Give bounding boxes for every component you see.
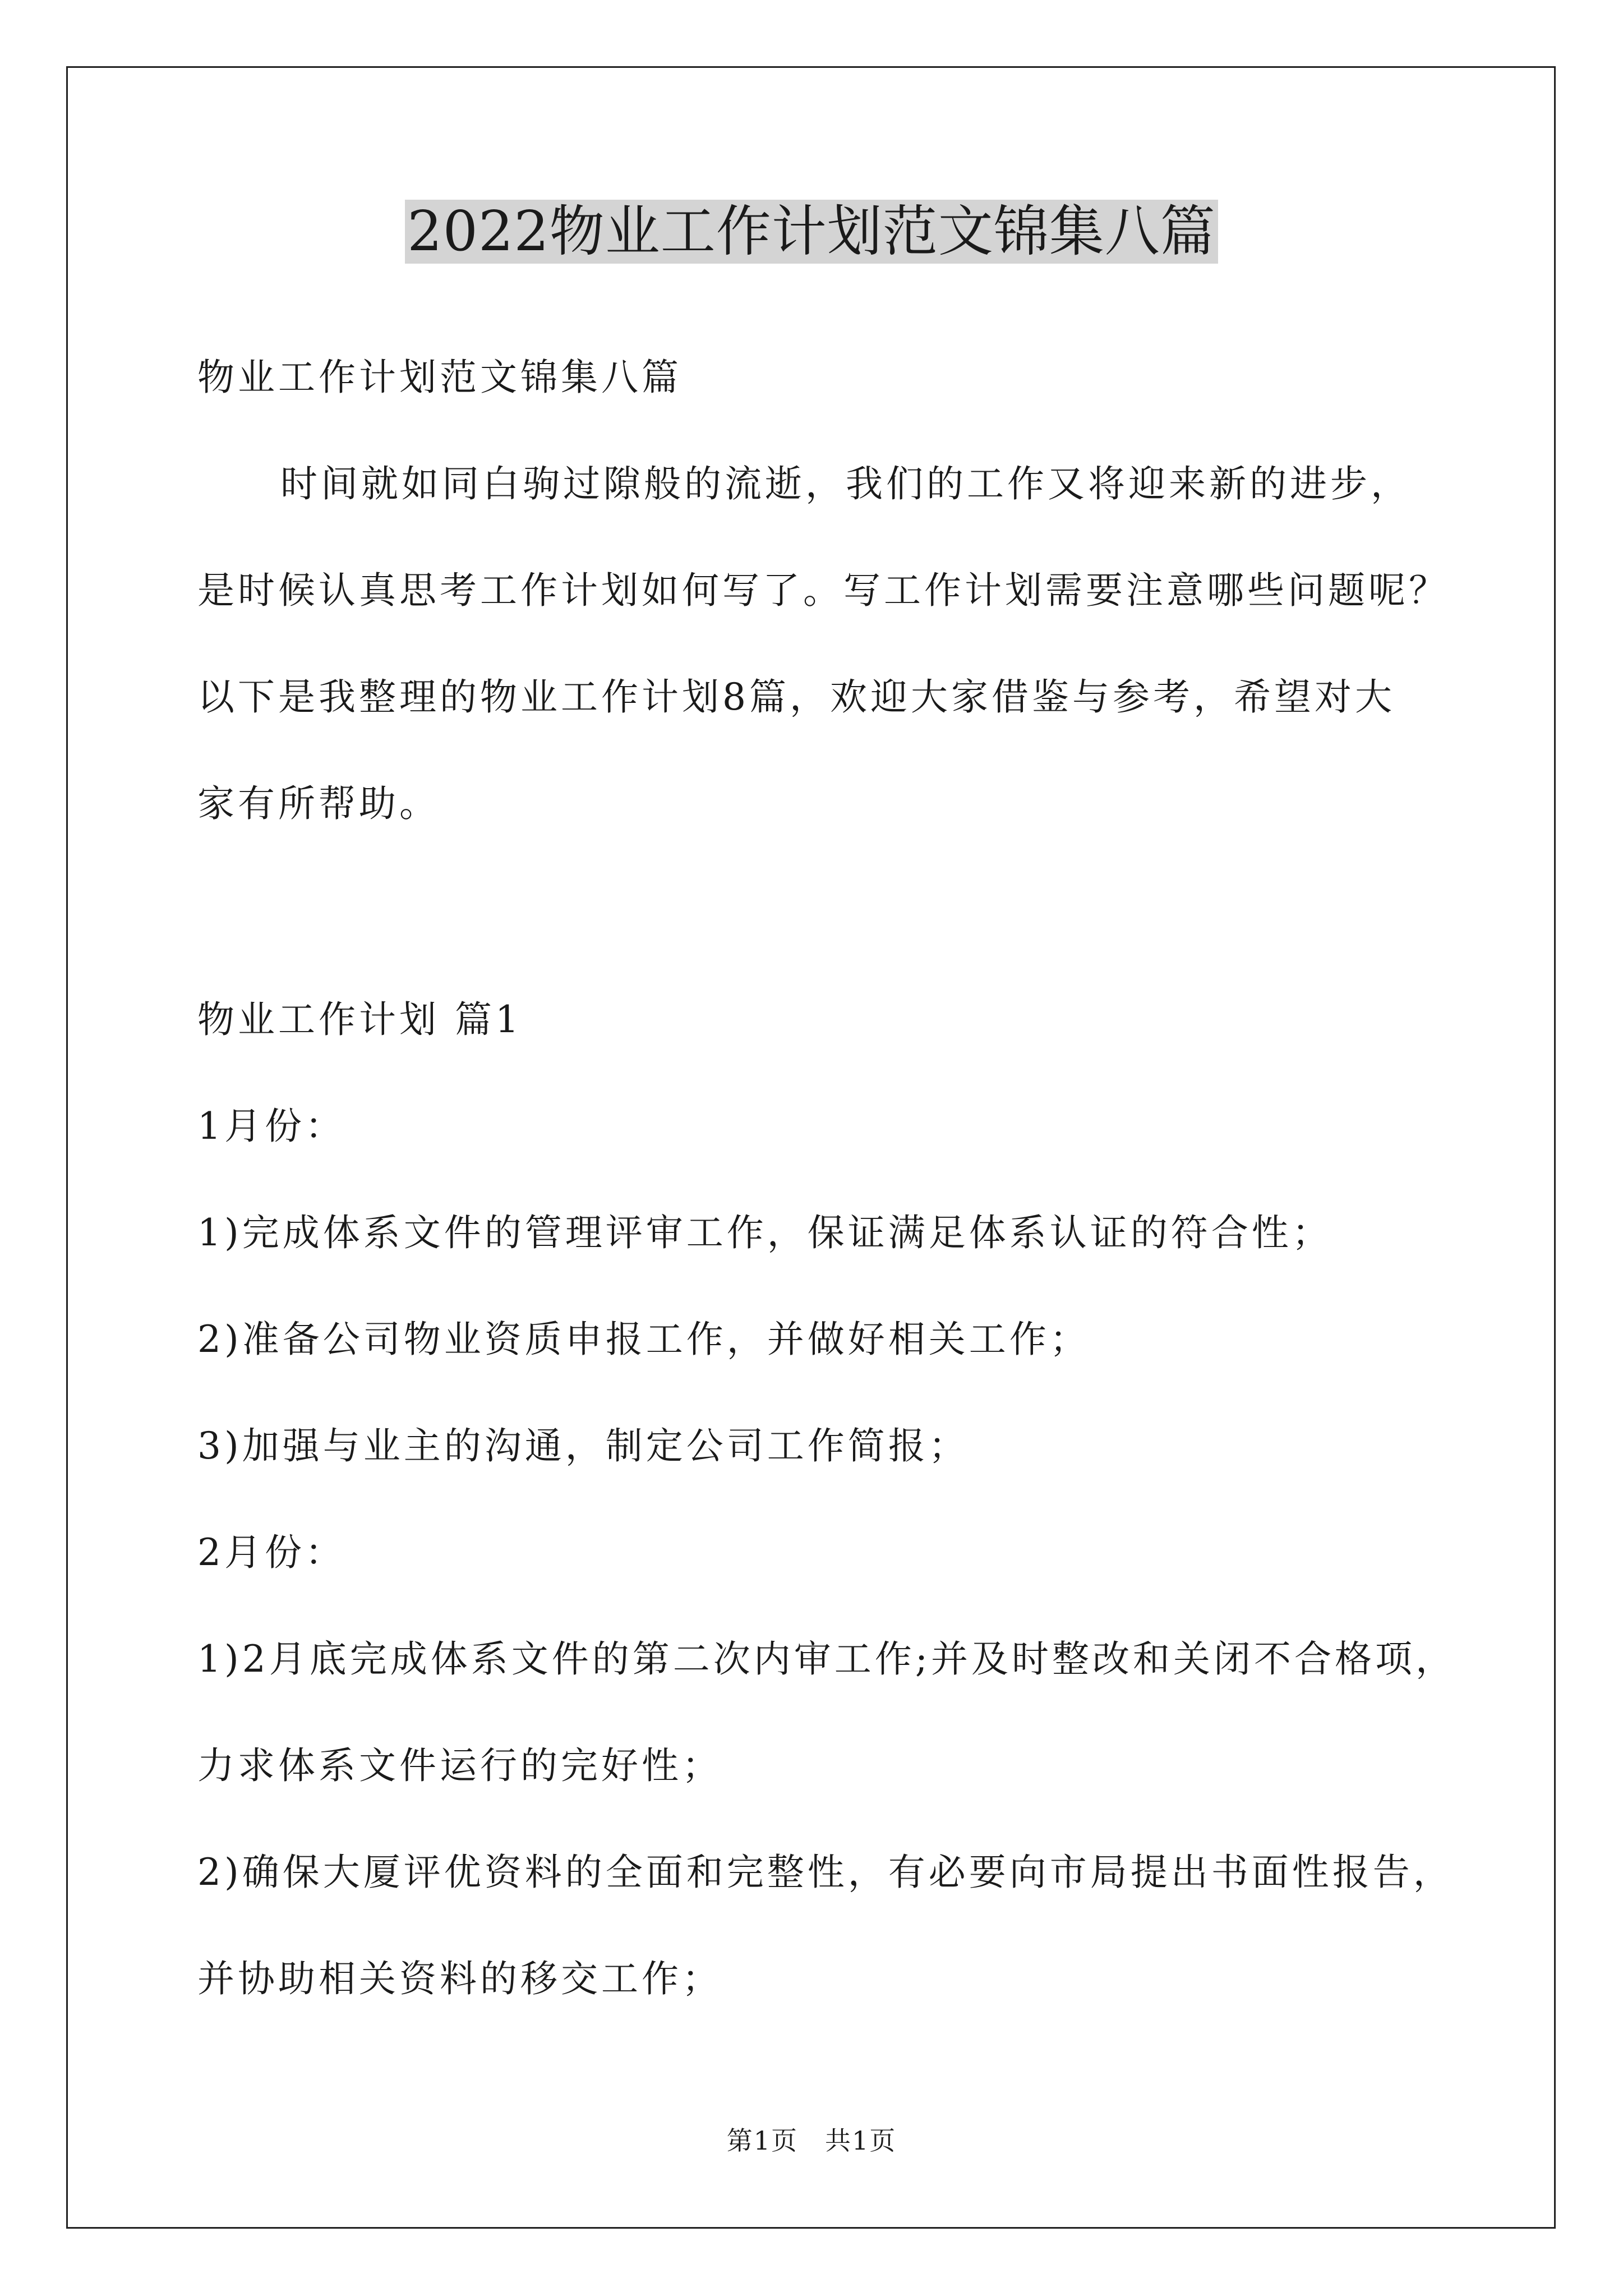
list-item-continuation: 并协助相关资料的移交工作； [197, 1957, 722, 2000]
list-item: 2)确保大厦评优资料的全面和完整性，有必要向市局提出书面性报告， [197, 1851, 1454, 1894]
list-item: 1)2月底完成体系文件的第二次内审工作;并及时整改和关闭不合格项， [197, 1637, 1456, 1681]
list-item: 3)加强与业主的沟通，制定公司工作简报； [197, 1424, 969, 1467]
paragraph-line: 家有所帮助。 [197, 782, 440, 825]
document-title: 2022物业工作计划范文锦集八篇 [0, 196, 1623, 268]
month-heading: 2月份： [197, 1531, 345, 1574]
list-item: 1)完成体系文件的管理评审工作，保证满足体系认证的符合性； [197, 1211, 1332, 1254]
list-item: 2)准备公司物业资质申报工作，并做好相关工作； [197, 1318, 1090, 1361]
paragraph-line: 是时候认真思考工作计划如何写了。写工作计划需要注意哪些问题呢？ [197, 569, 1449, 612]
section-heading: 物业工作计划 篇1 [197, 998, 522, 1041]
paragraph-line: 以下是我整理的物业工作计划8篇，欢迎大家借鉴与参考，希望对大 [197, 675, 1395, 719]
subtitle-line: 物业工作计划范文锦集八篇 [197, 356, 682, 399]
month-heading: 1月份： [197, 1105, 345, 1148]
paragraph-line: 时间就如同白驹过隙般的流逝，我们的工作又将迎来新的进步， [280, 462, 1411, 505]
page-footer: 第1页 共1页 [726, 2125, 897, 2156]
list-item-continuation: 力求体系文件运行的完好性； [197, 1744, 722, 1787]
